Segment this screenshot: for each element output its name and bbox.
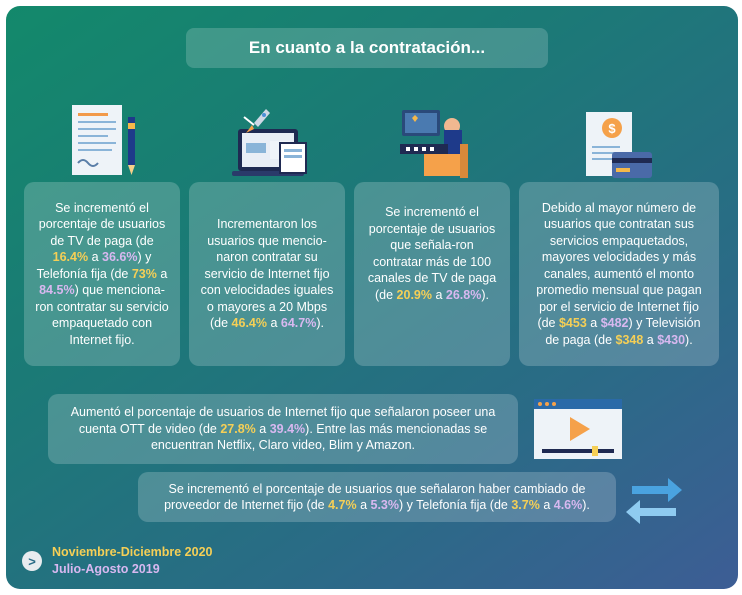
previous-value: 26.8% <box>445 287 482 302</box>
current-value: $453 <box>558 316 587 331</box>
current-value: 27.8% <box>220 421 256 436</box>
previous-value: $482 <box>600 316 629 331</box>
video-player-icon <box>534 399 622 459</box>
card-tv-channels <box>354 182 510 366</box>
card-pay-tv-bundle-text: Se incrementó el porcentaje de usuarios de TV de paga (de 16.4% a 36.6%) y Telefonía fija (de 73% a 84.5%) que menciona-ron contratar su servicio empaquetado con Internet fijo. <box>35 200 169 347</box>
page-title: En cuanto a la contratación... <box>186 28 548 68</box>
svg-text:$: $ <box>608 121 616 136</box>
bill-card-icon <box>582 106 662 186</box>
current-value: 73% <box>131 266 157 281</box>
exchange-arrows-icon <box>624 474 684 526</box>
current-value: 4.7% <box>328 498 357 512</box>
card-provider-switch <box>138 472 616 522</box>
card-internet-speed <box>189 182 345 366</box>
previous-value: $430 <box>657 332 686 347</box>
rocket-laptop-icon <box>224 103 314 183</box>
card-internet-speed-text: Incrementaron los usuarios que mencio-naron contratar su servicio de Internet fijo con velocidades iguales o mayores a 20 Mbps (de 46.4% a 64.7%). <box>200 217 334 331</box>
previous-value: 4.6% <box>553 498 583 512</box>
previous-value: 64.7% <box>280 316 317 331</box>
card-provider-switch-text: Se incrementó el porcentaje de usuarios que señalaron haber cambiado de proveedor de Internet fijo (de 4.7% a 5.3%) y Telefonía fija (de 3.7% a 4.6%). <box>164 481 590 512</box>
infographic-panel <box>6 6 738 589</box>
card-pay-tv-bundle <box>24 182 180 366</box>
legend-current-period: Noviembre-Diciembre 2020 <box>52 545 213 559</box>
previous-value: 39.4% <box>269 421 306 436</box>
legend-previous-period: Julio-Agosto 2019 <box>52 562 160 576</box>
previous-value: 5.3% <box>370 498 399 512</box>
current-value: 46.4% <box>231 316 267 331</box>
card-monthly-payment <box>519 182 719 366</box>
current-value: 3.7% <box>511 498 540 512</box>
card-monthly-payment-text: Debido al mayor número de usuarios que contratan sus servicios empaquetados, mayores velocidades y más canales, aumentó el monto promedio mensual que pagan por el servicio de Internet fijo (de $453 a $482) y Televisión de paga (de $348 a $430). <box>536 200 702 347</box>
current-value: 16.4% <box>52 250 89 265</box>
card-tv-channels-text: Se incrementó el porcentaje de usuarios que señala-ron contratar más de 100 canales de TV de paga (de 20.9% a 26.8%). <box>367 205 497 302</box>
tv-person-icon <box>398 106 478 186</box>
current-value: $348 <box>615 332 644 347</box>
card-ott-video-text: Aumentó el porcentaje de usuarios de Internet fijo que señalaron poseer una cuenta OTT de video (de 27.8% a 39.4%). Entre las más mencionadas se encuentran Netflix, Claro video, Blim y Amazon. <box>70 405 496 453</box>
current-value: 20.9% <box>396 287 432 302</box>
document-pen-icon <box>68 103 148 183</box>
previous-value: 84.5% <box>39 283 75 298</box>
chevron-right-icon: > <box>22 551 42 571</box>
previous-value: 36.6% <box>102 250 138 265</box>
card-ott-video <box>48 394 518 464</box>
